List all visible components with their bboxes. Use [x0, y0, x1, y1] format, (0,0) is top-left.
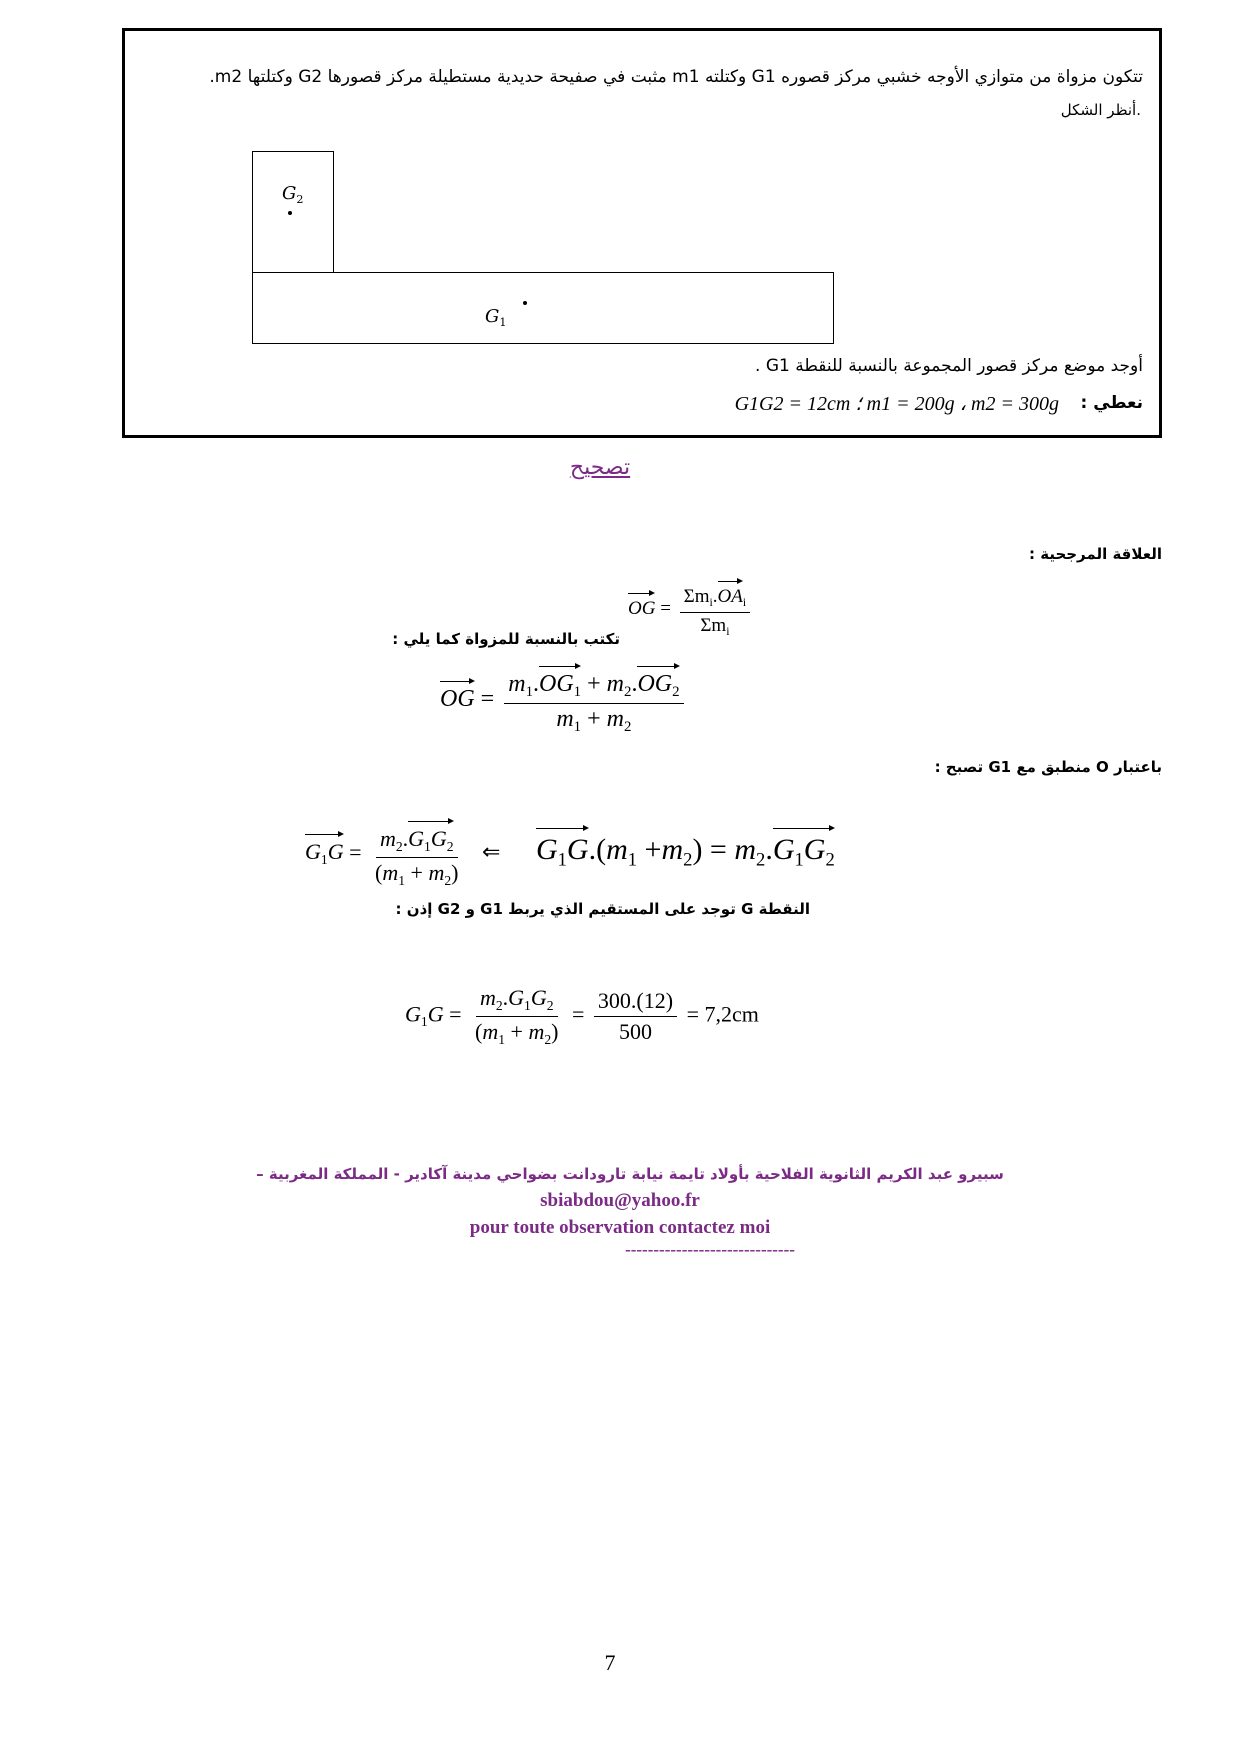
- footer-rule: ------------------------------: [625, 1240, 795, 1259]
- exercise-statement-line1: تتكون مزواة من متوازي الأوجه خشبي مركز قصوره G1 وكتلته m1 مثبت في صفيحة حديدية مستطيلة مركز قصورها G2 وكتلتها m2.: [209, 67, 1143, 87]
- contact-note: pour toute observation contactez moi: [469, 1217, 771, 1238]
- given-label: نعطي :: [1080, 393, 1143, 413]
- correction-title: تصحيح: [569, 455, 631, 480]
- page-number: 7: [604, 1650, 616, 1675]
- exercise-statement-line2: .أنظر الشكل: [1060, 101, 1141, 119]
- point-line-statement: النقطة G توجد على المستقيم الذي يربط G1 و G2 إذن :: [395, 900, 810, 918]
- author-email: sbiabdou@yahoo.fr: [540, 1190, 700, 1211]
- vector-relation-formula: $G_1G$ = $\frac{m_2.G_1G_2}{(m_1 + m_2)}$ ⇐ $G_1G.(m_1 +m_2) = m_2.G_1G_2$: [305, 820, 835, 889]
- author-line: سبيرو عبد الكريم الثانوية الفلاحية بأولاد تايمة نيابة تارودانت بضواحي مدينة آكادير - المملكة المغربية –: [256, 1165, 1004, 1183]
- calc-denominator: 500: [619, 1018, 652, 1044]
- barycenter-general-formula: OG = $\frac{\Sigma m_i.OA_i}{\Sigma m_i}$: [628, 580, 754, 639]
- iron-plate-shape: [252, 272, 834, 344]
- label-g1: $G_1$: [485, 306, 507, 329]
- reference-relation-label: العلاقة المرجحية :: [1029, 545, 1162, 563]
- given-values: m1 = 200g ، m2 = 300g ؛ G1G2 = 12cm: [734, 393, 1059, 415]
- label-g2: $G_2$: [282, 183, 304, 206]
- calc-result: 7,2cm: [704, 1001, 759, 1027]
- center-g2-point: [288, 211, 292, 215]
- written-for-label: تكتب بالنسبة للمزواة كما يلي :: [392, 630, 620, 648]
- wooden-block-shape: [252, 151, 334, 275]
- distance-calculation: $G_1G$ = $\frac{m_2.G_1G_2}{(m_1 + m_2)}$ = $\frac{300.(12)}{500}$ = 7,2cm: [405, 985, 759, 1047]
- barycenter-two-mass-formula: OG = $\frac{m_1.OG_1 + m_2.OG_2}{m_1 + m_2}$: [440, 665, 688, 736]
- considering-label: باعتبار O منطبق مع G1 تصبح :: [934, 758, 1162, 776]
- exercise-question: أوجد موضع مركز قصور المجموعة بالنسبة للنقطة G1 .: [755, 356, 1143, 376]
- center-g1-point: [523, 301, 527, 305]
- calc-numerator: 300.(12): [594, 988, 677, 1017]
- exercise-box: [122, 28, 1162, 438]
